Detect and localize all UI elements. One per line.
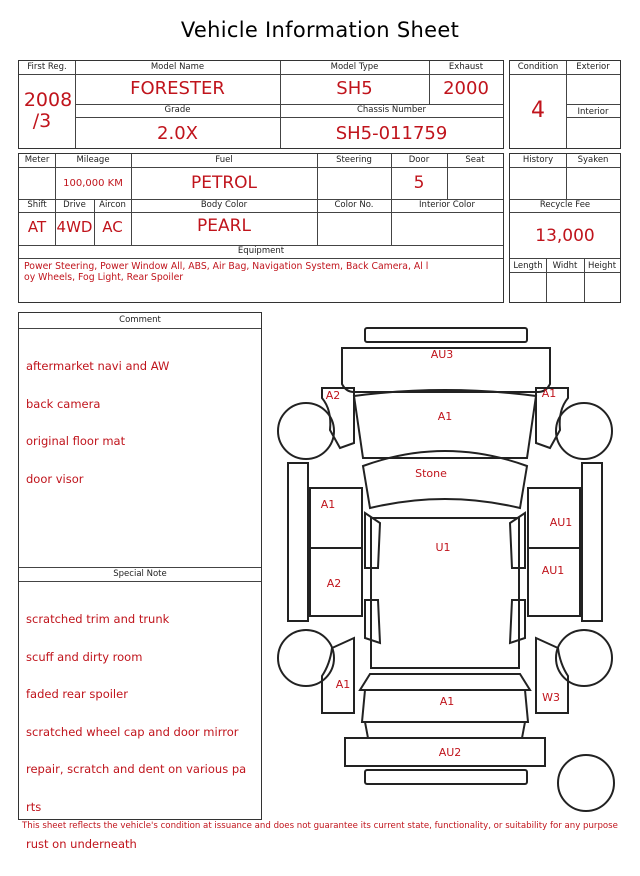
model-type-label: Model Type: [330, 62, 379, 72]
mark-left-rear-door: A2: [326, 577, 342, 590]
note-line: faded rear spoiler: [26, 687, 128, 701]
note-line: scratched wheel cap and door mirror: [26, 724, 239, 739]
special-note-text: [26, 588, 258, 876]
interior-label: Interior: [577, 107, 609, 117]
rear-bumper-bottom: [365, 770, 527, 784]
wheel-front-right: [556, 403, 612, 459]
mark-left-quarter: A1: [335, 678, 351, 691]
right-rear-door: [528, 548, 580, 616]
note-line: repair, scratch and dent on various pa: [26, 762, 247, 776]
history-box: [509, 153, 621, 303]
equipment-line-1: Power Steering, Power Window All, ABS, Air Bag, Navigation System, Back Camera, Al l: [24, 261, 429, 272]
note-line: rts: [26, 799, 42, 814]
mark-roof: U1: [435, 541, 451, 554]
note-line: rust on underneath: [26, 837, 137, 851]
mark-left-front-door: A1: [320, 498, 336, 511]
exhaust-value: 2000: [443, 78, 489, 99]
mark-right-front-door: AU1: [549, 516, 573, 529]
comment-line: door visor: [26, 471, 84, 486]
fuel-value: PETROL: [190, 173, 258, 193]
condition-value: 4: [531, 98, 545, 123]
grade-label: Grade: [164, 105, 191, 115]
comment-text: [26, 335, 258, 510]
drive-label: Drive: [63, 200, 86, 210]
main-info-box: [18, 60, 504, 149]
comment-line: back camera: [26, 396, 101, 411]
model-type-value: SH5: [336, 78, 373, 99]
history-label: History: [522, 155, 554, 165]
interior-color-label: Interior Color: [419, 200, 475, 210]
comment-box: [18, 312, 262, 851]
body-color-value: PEARL: [197, 216, 251, 236]
aircon-value: AC: [102, 218, 123, 236]
rear-lower: [365, 722, 525, 738]
steering-label: Steering: [336, 155, 372, 165]
page-title: Vehicle Information Sheet: [180, 18, 460, 42]
meter-label: Meter: [24, 155, 50, 165]
mark-right-quarter: W3: [542, 691, 560, 704]
wheel-rear-left: [278, 630, 334, 686]
mileage-label: Mileage: [76, 155, 110, 165]
model-name-value: FORESTER: [130, 78, 225, 99]
condition-label: Condition: [517, 62, 559, 72]
length-label: Length: [513, 261, 543, 271]
color-no-label: Color No.: [334, 200, 374, 210]
mark-rear-bumper: AU2: [438, 746, 462, 759]
comment-line: original floor mat: [26, 434, 126, 448]
fuel-label: Fuel: [215, 155, 233, 165]
equipment-line-2: oy Wheels, Fog Light, Rear Spoiler: [24, 272, 184, 283]
right-side-strip: [582, 463, 602, 621]
door-value: 5: [413, 173, 425, 193]
first-reg-month: /3: [32, 110, 52, 132]
wheel-rear-right: [556, 630, 612, 686]
condition-box: [509, 60, 621, 149]
left-front-door: [310, 488, 362, 548]
recycle-fee-value: 13,000: [535, 226, 595, 246]
drive-value: 4WD: [56, 218, 93, 236]
syaken-label: Syaken: [577, 155, 609, 165]
grade-value: 2.0X: [157, 123, 198, 144]
chassis-number-value: SH5-011759: [335, 123, 448, 144]
spec-box: [18, 153, 504, 303]
wheel-front-left: [278, 403, 334, 459]
mark-front-left-fender: A2: [325, 389, 341, 402]
door-label: Door: [408, 155, 430, 165]
recycle-fee-label: Recycle Fee: [539, 200, 591, 210]
hood: [354, 390, 536, 458]
disclaimer-footer: This sheet reflects the vehicle's condition at issuance and does not guarantee its current state, functionality, or suitability for any purpose: [22, 821, 618, 831]
exterior-label: Exterior: [576, 62, 610, 72]
body-color-label: Body Color: [200, 200, 248, 210]
shift-value: AT: [27, 218, 47, 236]
note-line: scuff and dirty room: [26, 649, 143, 664]
mark-hood: A1: [437, 410, 453, 423]
comment-line: aftermarket navi and AW: [26, 359, 170, 373]
model-name-label: Model Name: [150, 62, 205, 72]
mark-front-right-fender: A1: [541, 387, 557, 400]
note-line: scratched trim and trunk: [26, 612, 170, 626]
chassis-number-label: Chassis Number: [356, 105, 427, 115]
left-side-strip: [288, 463, 308, 621]
equipment-label: Equipment: [237, 246, 285, 256]
mark-front-bumper: AU3: [430, 348, 454, 361]
spare-wheel: [558, 755, 614, 811]
rear-window: [360, 674, 530, 690]
height-label: Height: [587, 261, 617, 271]
front-bumper-top: [365, 328, 527, 342]
exhaust-label: Exhaust: [448, 62, 484, 72]
seat-label: Seat: [465, 155, 485, 165]
comment-label: Comment: [119, 315, 161, 325]
mileage-value: 100,000 KM: [63, 178, 123, 189]
mark-windshield: Stone: [415, 467, 447, 480]
mark-tailgate: A1: [439, 695, 455, 708]
first-reg-label: First Reg.: [27, 62, 67, 72]
aircon-label: Aircon: [99, 200, 126, 210]
shift-label: Shift: [27, 200, 47, 210]
special-note-label: Special Note: [113, 569, 167, 579]
width-label: Widht: [552, 261, 578, 271]
mark-right-rear-door: AU1: [541, 564, 565, 577]
first-reg-year: 2008: [23, 89, 73, 111]
